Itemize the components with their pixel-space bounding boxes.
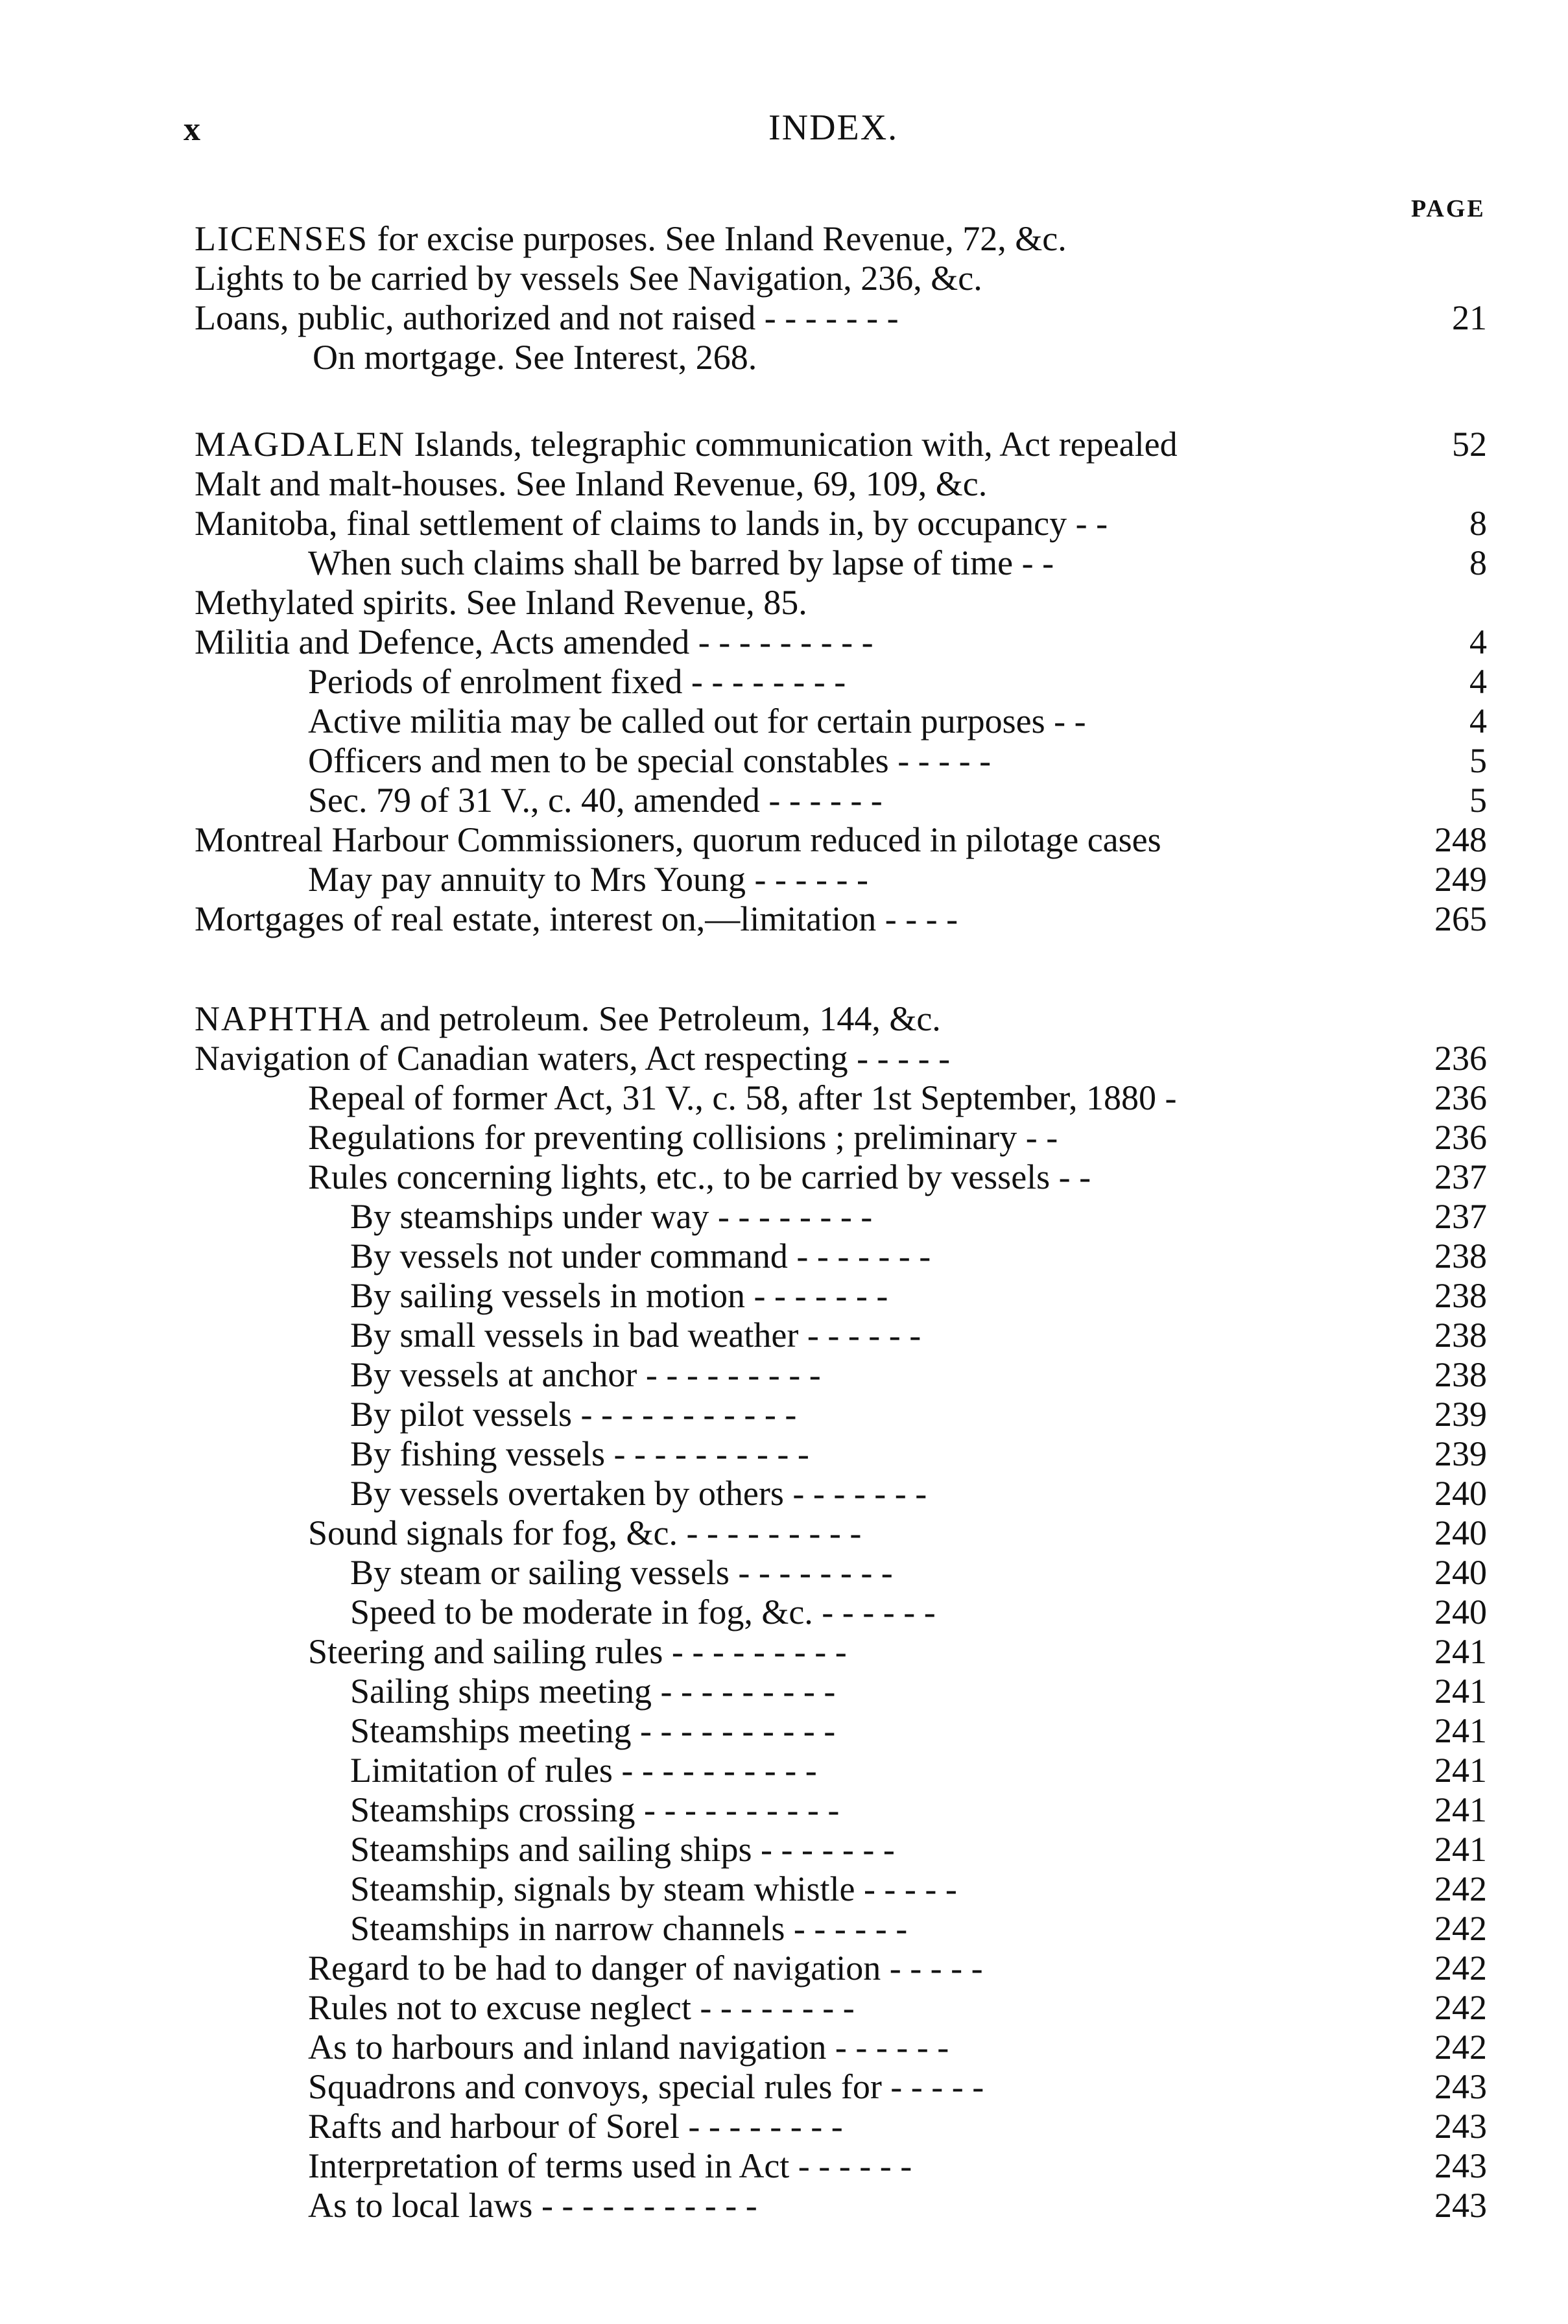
page-title: INDEX. xyxy=(768,108,899,148)
entry-text: As to local laws - - - - - - - - - - - xyxy=(308,2186,757,2225)
entry-page-number: 242 xyxy=(1434,1949,1487,1987)
entry-text: Squadrons and convoys, special rules for - - - - - xyxy=(308,2067,984,2106)
index-entry xyxy=(195,2028,1487,2067)
entry-page-number: 52 xyxy=(1452,425,1487,464)
entry-text: Steamships meeting - - - - - - - - - - xyxy=(350,1711,836,1750)
entry-text: Sound signals for fog, &c. - - - - - - - - - xyxy=(308,1513,862,1552)
entry-page-number: 241 xyxy=(1434,1790,1487,1829)
entry-page-number: 241 xyxy=(1434,1672,1487,1711)
entry-text: On mortgage. See Interest, 268. xyxy=(313,338,757,377)
entry-text: Steamships crossing - - - - - - - - - - xyxy=(350,1790,840,1829)
entry-page-number: 4 xyxy=(1469,622,1487,661)
entry-text: Rules concerning lights, etc., to be carried by vessels - - xyxy=(308,1157,1091,1196)
entry-page-number: 4 xyxy=(1469,662,1487,701)
index-entry xyxy=(195,1434,1487,1474)
entry-page-number: 5 xyxy=(1469,781,1487,820)
entry-page-number: 243 xyxy=(1434,2186,1487,2225)
entry-page-number: 241 xyxy=(1434,1830,1487,1869)
index-entry xyxy=(195,2107,1487,2146)
index-entry xyxy=(195,1949,1487,1988)
index-entry xyxy=(195,425,1487,464)
entry-text: Islands, telegraphic communication with, Act repealed xyxy=(405,425,1178,464)
entry-page-number: 239 xyxy=(1434,1434,1487,1473)
index-entry xyxy=(195,1711,1487,1751)
entry-text: Navigation of Canadian waters, Act respecting - - - - - xyxy=(195,1039,951,1078)
entry-lead-word: NAPHTHA xyxy=(195,999,372,1038)
page-numeral: x xyxy=(184,111,200,148)
entry-text: Sec. 79 of 31 V., c. 40, amended - - - - - - xyxy=(308,781,883,820)
index-section-m xyxy=(195,425,1487,939)
index-entry xyxy=(195,702,1487,741)
entry-text: Montreal Harbour Commissioners, quorum reduced in pilotage cases xyxy=(195,820,1161,859)
index-entry xyxy=(195,2067,1487,2107)
index-section-n xyxy=(195,999,1487,2225)
entry-text: Speed to be moderate in fog, &c. - - - - - - xyxy=(350,1593,936,1631)
index-entry xyxy=(195,504,1487,543)
entry-text: Steamship, signals by steam whistle - - - - - xyxy=(350,1869,957,1908)
entry-page-number: 241 xyxy=(1434,1711,1487,1750)
entry-page-number: 8 xyxy=(1469,504,1487,543)
index-entry xyxy=(195,820,1487,860)
index-entry xyxy=(195,1078,1487,1118)
entry-text: Steering and sailing rules - - - - - - - - - xyxy=(308,1632,847,1671)
index-entry xyxy=(195,1355,1487,1395)
entry-text: Manitoba, final settlement of claims to lands in, by occupancy - - xyxy=(195,504,1108,543)
entry-text: By small vessels in bad weather - - - - - - xyxy=(350,1316,921,1355)
index-entry xyxy=(195,1869,1487,1909)
entry-lead-word: MAGDALEN xyxy=(195,425,405,464)
index-entry xyxy=(195,1118,1487,1157)
entry-text: Steamships in narrow channels - - - - - - xyxy=(350,1909,908,1948)
entry-text: Mortgages of real estate, interest on,—limitation - - - - xyxy=(195,899,958,938)
index-entry xyxy=(195,219,1487,259)
entry-text: Repeal of former Act, 31 V., c. 58, after 1st September, 1880 - xyxy=(308,1078,1177,1117)
entry-text: Methylated spirits. See Inland Revenue, 85. xyxy=(195,583,807,622)
entry-text: Regard to be had to danger of navigation - - - - - xyxy=(308,1949,983,1987)
index-entry xyxy=(195,1237,1487,1276)
entry-text: When such claims shall be barred by lapse of time - - xyxy=(308,543,1054,582)
entry-text: By steamships under way - - - - - - - - xyxy=(350,1197,873,1236)
index-entry xyxy=(195,1830,1487,1869)
entry-page-number: 21 xyxy=(1452,298,1487,337)
index-entry xyxy=(195,298,1487,338)
index-entry xyxy=(195,741,1487,781)
entry-text: By fishing vessels - - - - - - - - - - xyxy=(350,1434,809,1473)
index-entry xyxy=(195,464,1487,504)
index-entry xyxy=(195,781,1487,820)
entry-text: Limitation of rules - - - - - - - - - - xyxy=(350,1751,817,1790)
index-entry xyxy=(195,1276,1487,1316)
entry-page-number: 242 xyxy=(1434,2028,1487,2067)
index-entry xyxy=(195,1157,1487,1197)
entry-page-number: 243 xyxy=(1434,2107,1487,2146)
index-entry xyxy=(195,1395,1487,1434)
entry-page-number: 237 xyxy=(1434,1197,1487,1236)
entry-page-number: 238 xyxy=(1434,1316,1487,1355)
index-entry xyxy=(195,1909,1487,1949)
entry-text: By vessels at anchor - - - - - - - - - xyxy=(350,1355,821,1394)
index-entry xyxy=(195,1474,1487,1513)
entry-text: By vessels overtaken by others - - - - - - - xyxy=(350,1474,927,1513)
index-entry xyxy=(195,1632,1487,1672)
index-section-l xyxy=(195,219,1487,377)
entry-page-number: 5 xyxy=(1469,741,1487,780)
entry-text: Loans, public, authorized and not raised - - - - - - - xyxy=(195,298,899,337)
entry-text: Militia and Defence, Acts amended - - - - - - - - - xyxy=(195,622,873,661)
index-entry xyxy=(195,662,1487,702)
index-entry xyxy=(195,1672,1487,1711)
entry-page-number: 249 xyxy=(1434,860,1487,899)
entry-text: Periods of enrolment fixed - - - - - - - - xyxy=(308,662,846,701)
entry-text: Lights to be carried by vessels See Navigation, 236, &c. xyxy=(195,259,982,298)
entry-page-number: 236 xyxy=(1434,1039,1487,1078)
index-entry xyxy=(195,1790,1487,1830)
index-entry xyxy=(195,1513,1487,1553)
index-entry xyxy=(195,1593,1487,1632)
index-entry xyxy=(195,622,1487,662)
index-entry xyxy=(195,1751,1487,1790)
index-entry xyxy=(195,1988,1487,2028)
entry-page-number: 242 xyxy=(1434,1909,1487,1948)
entry-page-number: 240 xyxy=(1434,1553,1487,1592)
entry-text: Steamships and sailing ships - - - - - - - xyxy=(350,1830,895,1869)
index-entry xyxy=(195,259,1487,298)
entry-text: Malt and malt-houses. See Inland Revenue, 69, 109, &c. xyxy=(195,464,988,503)
entry-text: Interpretation of terms used in Act - - - - - - xyxy=(308,2146,912,2185)
index-entry xyxy=(195,899,1487,939)
entry-page-number: 239 xyxy=(1434,1395,1487,1434)
entry-text: Rafts and harbour of Sorel - - - - - - - - xyxy=(308,2107,843,2146)
entry-page-number: 243 xyxy=(1434,2067,1487,2106)
entry-text: As to harbours and inland navigation - - - - - - xyxy=(308,2028,949,2067)
entry-text: Officers and men to be special constables - - - - - xyxy=(308,741,992,780)
entry-text: for excise purposes. See Inland Revenue, 72, &c. xyxy=(368,219,1067,258)
index-entry xyxy=(195,543,1487,583)
entry-page-number: 265 xyxy=(1434,899,1487,938)
entry-text: By sailing vessels in motion - - - - - - - xyxy=(350,1276,888,1315)
index-entry xyxy=(195,2186,1487,2225)
entry-text: Regulations for preventing collisions ; preliminary - - xyxy=(308,1118,1058,1157)
entry-page-number: 242 xyxy=(1434,1988,1487,2027)
page-column-label: PAGE xyxy=(1411,195,1486,222)
index-entry xyxy=(195,1316,1487,1355)
entry-text: and petroleum. See Petroleum, 144, &c. xyxy=(371,999,941,1038)
entry-page-number: 248 xyxy=(1434,820,1487,859)
entry-page-number: 240 xyxy=(1434,1593,1487,1631)
index-entry xyxy=(195,2146,1487,2186)
entry-page-number: 238 xyxy=(1434,1237,1487,1275)
entry-text: By pilot vessels - - - - - - - - - - - xyxy=(350,1395,797,1434)
entry-page-number: 241 xyxy=(1434,1751,1487,1790)
entry-text: Sailing ships meeting - - - - - - - - - xyxy=(350,1672,836,1711)
index-entry xyxy=(195,338,1487,377)
entry-text: Active militia may be called out for certain purposes - - xyxy=(308,702,1086,741)
entry-page-number: 243 xyxy=(1434,2146,1487,2185)
entry-text: May pay annuity to Mrs Young - - - - - - xyxy=(308,860,868,899)
entry-page-number: 242 xyxy=(1434,1869,1487,1908)
entry-page-number: 238 xyxy=(1434,1355,1487,1394)
index-entry xyxy=(195,999,1487,1039)
entry-page-number: 241 xyxy=(1434,1632,1487,1671)
entry-text: By vessels not under command - - - - - - - xyxy=(350,1237,931,1275)
entry-page-number: 240 xyxy=(1434,1474,1487,1513)
entry-page-number: 237 xyxy=(1434,1157,1487,1196)
index-entry xyxy=(195,1039,1487,1078)
entry-page-number: 238 xyxy=(1434,1276,1487,1315)
index-entry xyxy=(195,583,1487,622)
entry-text: By steam or sailing vessels - - - - - - - - xyxy=(350,1553,893,1592)
entry-page-number: 236 xyxy=(1434,1118,1487,1157)
index-entry xyxy=(195,860,1487,899)
entry-text: Rules not to excuse neglect - - - - - - - - xyxy=(308,1988,855,2027)
entry-page-number: 240 xyxy=(1434,1513,1487,1552)
entry-page-number: 4 xyxy=(1469,702,1487,741)
entry-page-number: 236 xyxy=(1434,1078,1487,1117)
index-entry xyxy=(195,1197,1487,1237)
index-entry xyxy=(195,1553,1487,1593)
entry-page-number: 8 xyxy=(1469,543,1487,582)
entry-lead-word: LICENSES xyxy=(195,219,369,258)
